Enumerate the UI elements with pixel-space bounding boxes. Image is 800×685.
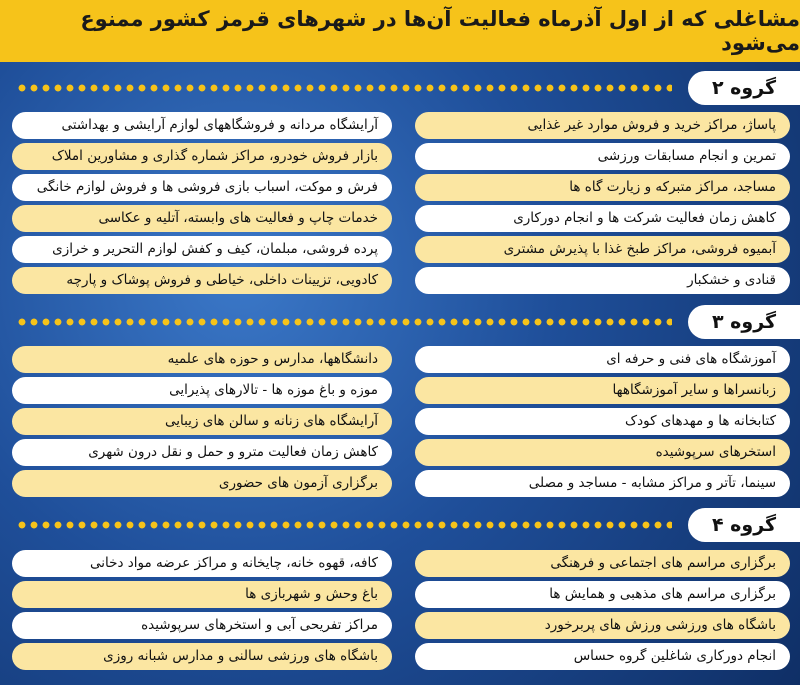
list-item: دانشگاهها، مدارس و حوزه های علمیه <box>12 346 392 373</box>
list-item: موزه و باغ موزه ها - تالارهای پذیرایی <box>12 377 392 404</box>
group-3-header <box>0 305 800 339</box>
list-item: کتابخانه ها و مهدهای کودک <box>415 408 790 435</box>
list-item: آرایشگاه های زنانه و سالن های زیبایی <box>12 408 392 435</box>
list-item: استخرهای سرپوشیده <box>415 439 790 466</box>
list-item: باغ وحش و شهربازی ها <box>12 581 392 608</box>
list-item: کافه، قهوه خانه، چایخانه و مراکز عرضه مواد دخانی <box>12 550 392 577</box>
group-4-header <box>0 508 800 542</box>
header-banner <box>0 0 800 62</box>
list-item: آرایشگاه مردانه و فروشگاههای لوازم آرایشی و بهداشتی <box>12 112 392 139</box>
page-title: مشاغلی که از اول آذرماه فعالیت آن‌ها در شهرهای قرمز کشور ممنوع می‌شود <box>80 7 800 55</box>
dotted-divider <box>16 521 672 529</box>
list-item: برگزاری مراسم های مذهبی و همایش ها <box>415 581 790 608</box>
list-item: کادویی، تزیینات داخلی، خیاطی و فروش پوشاک و پارچه <box>12 267 392 294</box>
list-item: آموزشگاه های فنی و حرفه ای <box>415 346 790 373</box>
list-item: کاهش زمان فعالیت مترو و حمل و نقل درون شهری <box>12 439 392 466</box>
list-item: مساجد، مراکز متبرکه و زیارت گاه ها <box>415 174 790 201</box>
list-item: قنادی و خشکبار <box>415 267 790 294</box>
list-item: خدمات چاپ و فعالیت های وابسته، آتلیه و عکاسی <box>12 205 392 232</box>
list-item: سینما، تآتر و مراکز مشابه - مساجد و مصلی <box>415 470 790 497</box>
group-2-badge: گروه ۲ <box>688 71 800 105</box>
dotted-divider <box>16 318 672 326</box>
list-item: کاهش زمان فعالیت شرکت ها و انجام دورکاری <box>415 205 790 232</box>
list-item: تمرین و انجام مسابقات ورزشی <box>415 143 790 170</box>
list-item: پاساژ، مراکز خرید و فروش موارد غیر غذایی <box>415 112 790 139</box>
list-item: انجام دورکاری شاغلین گروه حساس <box>415 643 790 670</box>
dotted-divider <box>16 84 672 92</box>
list-item: فرش و موکت، اسباب بازی فروشی ها و فروش لوازم خانگی <box>12 174 392 201</box>
list-item: باشگاه های ورزشی سالنی و مدارس شبانه روزی <box>12 643 392 670</box>
group-3-badge: گروه ۳ <box>688 305 800 339</box>
list-item: زبانسراها و سایر آموزشگاهها <box>415 377 790 404</box>
list-item: برگزاری مراسم های اجتماعی و فرهنگی <box>415 550 790 577</box>
group-2-header <box>0 71 800 105</box>
list-item: مراکز تفریحی آبی و استخرهای سرپوشیده <box>12 612 392 639</box>
list-item: آبمیوه فروشی، مراکز طبخ غذا با پذیرش مشتری <box>415 236 790 263</box>
list-item: پرده فروشی، مبلمان، کیف و کفش لوازم التحریر و خرازی <box>12 236 392 263</box>
group-4-badge: گروه ۴ <box>688 508 800 542</box>
list-item: باشگاه های ورزشی ورزش های پربرخورد <box>415 612 790 639</box>
list-item: برگزاری آزمون های حضوری <box>12 470 392 497</box>
list-item: بازار فروش خودرو، مراکز شماره گذاری و مشاورین املاک <box>12 143 392 170</box>
